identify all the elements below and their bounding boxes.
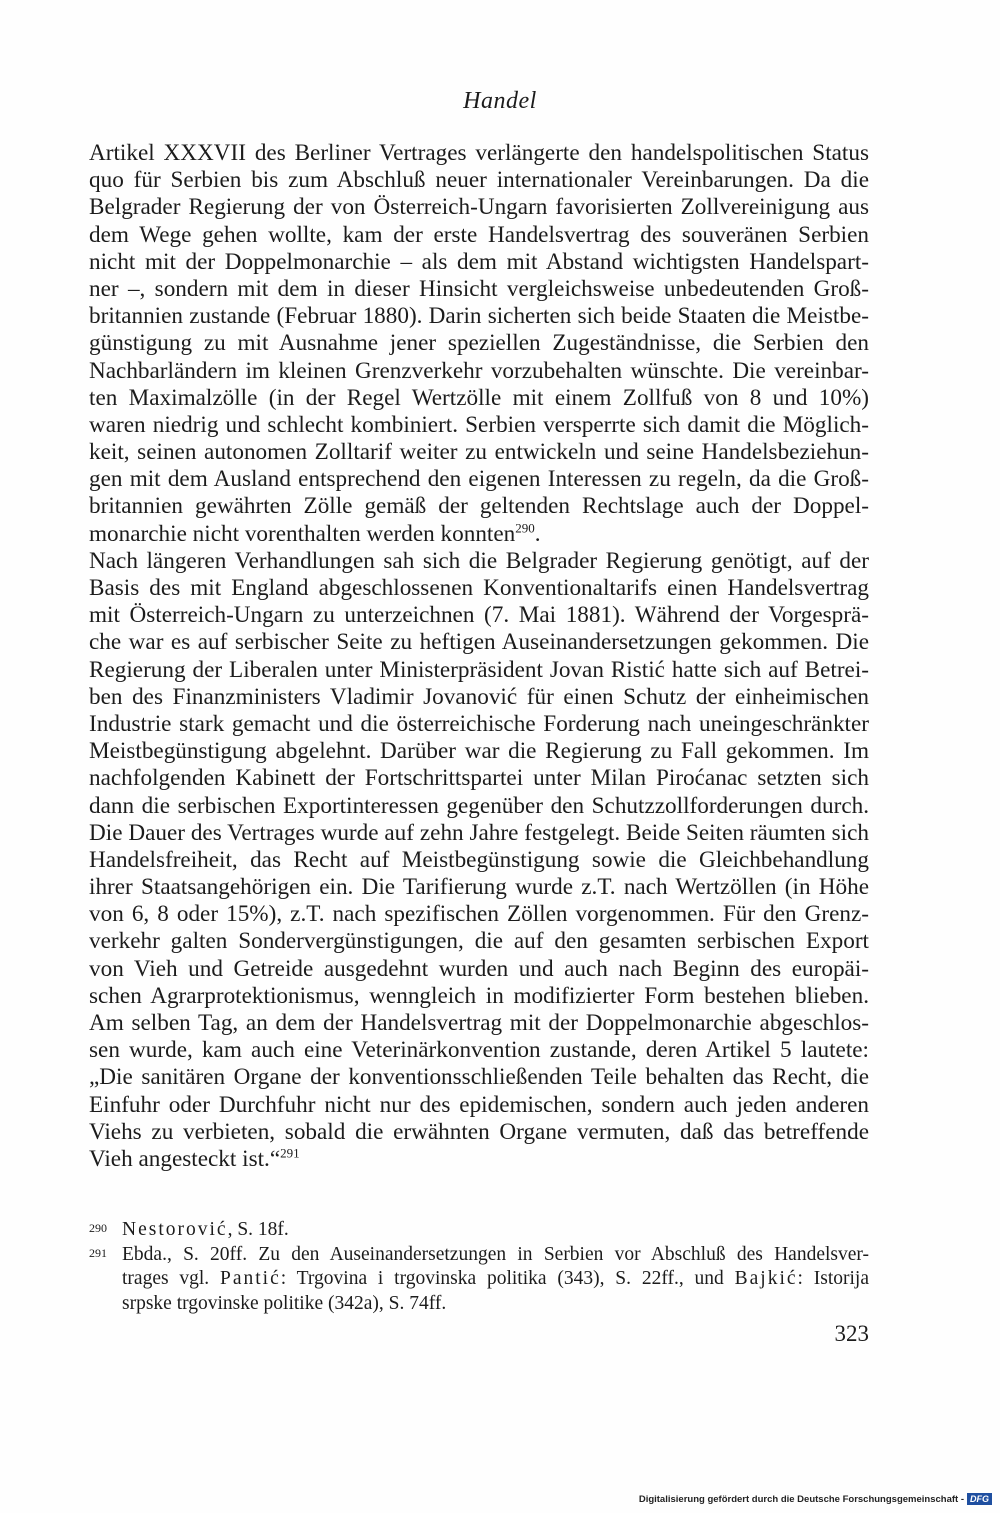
- text-line: Die Dauer des Vertrages wurde auf zehn Jahre festgelegt. Beide Seiten räumten sich: [89, 819, 869, 846]
- text-line: von 6, 8 oder 15%), z.T. nach spezifischen Zöllen vorgenommen. Für den Grenz-: [89, 901, 869, 928]
- text-line: Regierung der Liberalen unter Ministerpräsident Jovan Ristić hatte sich auf Betrei-: [89, 656, 869, 683]
- page-number: 323: [834, 1321, 869, 1346]
- text-line: Viehs zu verbieten, sobald die erwähnten Organe vermuten, daß das betreffende: [89, 1118, 869, 1145]
- text-line: nicht mit der Doppelmonarchie – als dem mit Abstand wichtigsten Handelspart-: [89, 248, 869, 275]
- footnote-text: : Istorija: [797, 1268, 870, 1289]
- text-line: Am selben Tag, an dem der Handelsvertrag mit der Doppelmonarchie abgeschlos-: [89, 1010, 869, 1036]
- text-line: sen wurde, kam auch eine Veterinärkonvention zustande, deren Artikel 5 lautete:: [89, 1037, 869, 1064]
- footnotes: [89, 1218, 869, 1316]
- text-line: ihrer Staatsangehörigen ein. Die Tarifierung wurde z.T. nach Wertzöllen (in Höhe: [89, 874, 869, 901]
- text-line: quo für Serbien bis zum Abschluß neuer internationaler Vereinbarungen. Da die: [89, 167, 869, 194]
- footnote-number: 291: [89, 1245, 107, 1260]
- text-line: ten Maximalzölle (in der Regel Wertzölle mit einem Zollfuß von 8 und 10%): [89, 384, 869, 411]
- footnote-290: [89, 1218, 869, 1243]
- body-text: [89, 140, 869, 1173]
- footnote-ref-290[interactable]: 290: [515, 519, 535, 535]
- footnote-text: : Trgovina i trgovinska politika (343), S. 22ff., und: [280, 1268, 735, 1289]
- text-line: Belgrader Regierung der von Österreich-Ungarn favorisierten Zollvereinigung aus: [89, 194, 869, 221]
- text-line-content: Vieh angesteckt ist.“: [89, 1145, 281, 1172]
- footnote-author: Nestorović: [122, 1219, 228, 1240]
- text-line: Handelsfreiheit, das Recht auf Meistbegünstigung sowie die Gleichbehandlung: [89, 846, 869, 873]
- text-line: verkehr galten Sondervergünstigungen, die auf den gesamten serbischen Export: [89, 928, 869, 955]
- text-line: Nach längeren Verhandlungen sah sich die Belgrader Regierung genötigt, auf der: [89, 547, 869, 574]
- footnote-text: Ebda., S. 20ff. Zu den Auseinandersetzungen in Serbien vor Abschluß des Handelsver-: [122, 1243, 869, 1265]
- text-line: mit Österreich-Ungarn zu unterzeichnen (7. Mai 1881). Während der Vorgesprä-: [89, 602, 869, 629]
- footnote-line: [89, 1218, 869, 1243]
- dfg-logo[interactable]: DFG: [967, 1493, 992, 1505]
- text-line: nachfolgenden Kabinett der Fortschrittspartei unter Milan Piroćanac setzten sich: [89, 765, 869, 792]
- footnote-author: Pantić: [220, 1268, 281, 1289]
- text-line: britannien gewährten Zölle gemäß der geltenden Rechtslage auch der Doppel-: [89, 493, 869, 520]
- footnote-line: [89, 1243, 869, 1268]
- text-line: Industrie stark gemacht und die österreichische Forderung nach uneingeschränkter: [89, 710, 869, 737]
- text-line: Artikel XXXVII des Berliner Vertrages verlängerte den handelspolitischen Status: [89, 140, 869, 166]
- footnote-291: [89, 1243, 869, 1317]
- text-line: ben des Finanzministers Vladimir Jovanović für einen Schutz der einheimischen: [89, 683, 869, 710]
- text-line: Meistbegünstigung abgelehnt. Darüber war die Regierung zu Fall gekommen. Im: [89, 738, 869, 765]
- text-line: monarchie nicht vorenthalten werden konnten$^{290}$.: [89, 519, 541, 547]
- text-line: schen Agrarprotektionismus, wenngleich in modifizierter Form bestehen blieben.: [89, 982, 869, 1009]
- footnote-ref-291[interactable]: 291: [280, 1145, 300, 1161]
- footnote-line: [89, 1267, 869, 1292]
- text-line: günstigung zu mit Ausnahme jener speziellen Zugeständnisse, die Serbien den: [89, 330, 869, 357]
- text-line: Basis des mit England abgeschlossenen Konventionaltarifs einen Handelsvertrag: [89, 575, 869, 601]
- footnote-text: trages vgl.: [122, 1268, 221, 1289]
- text-line: gen mit dem Ausland entsprechend den eigenen Interessen zu regeln, da die Groß-: [89, 466, 869, 493]
- text-line: ner –, sondern mit dem in dieser Hinsicht vergleichsweise unbedeutenden Groß-: [89, 275, 869, 302]
- text-line: [89, 1146, 869, 1173]
- footnote-author: Bajkić: [734, 1268, 798, 1289]
- footnote-line: srpske trgovinske politike (342a), S. 74ff.: [122, 1292, 447, 1314]
- text-line: keit, seinen autonomen Zolltarif weiter zu entwickeln und seine Handelsbeziehun-: [89, 439, 869, 466]
- footnote-text: , S. 18f.: [227, 1219, 289, 1240]
- text-line: von Vieh und Getreide ausgedehnt wurden und auch nach Beginn des europäi-: [89, 955, 869, 982]
- text-line: britannien zustande (Februar 1880). Darin sicherten sich beide Staaten die Meistbe-: [89, 303, 869, 330]
- text-line: dem Wege gehen wollte, kam der erste Handelsvertrag des souveränen Serbien: [89, 221, 869, 248]
- credit-text: Digitalisierung gefördert durch die Deutsche Forschungsgemeinschaft -: [638, 1493, 964, 1505]
- text-line: Einfuhr oder Durchfuhr nicht nur des epidemischen, sondern auch jeden anderen: [89, 1091, 869, 1118]
- text-line: Nachbarländern im kleinen Grenzverkehr vorzubehalten wünschte. Die vereinbar-: [89, 357, 869, 384]
- digitization-credit: [639, 1493, 992, 1505]
- footnote-number: 290: [89, 1221, 107, 1235]
- text-line: waren niedrig und schlecht kombiniert. Serbien versperrte sich damit die Möglich-: [89, 411, 869, 438]
- text-line: „Die sanitären Organe der konventionsschließenden Teile behalten das Recht, die: [89, 1064, 869, 1091]
- text-line: dann die serbischen Exportinteressen gegenüber den Schutzzollforderungen durch.: [89, 792, 869, 819]
- text-line-content: monarchie nicht vorenthalten werden konnten: [89, 520, 516, 547]
- running-head: Handel: [463, 88, 537, 114]
- text-line: che war es auf serbischer Seite zu heftigen Auseinandersetzungen gekommen. Die: [89, 629, 869, 656]
